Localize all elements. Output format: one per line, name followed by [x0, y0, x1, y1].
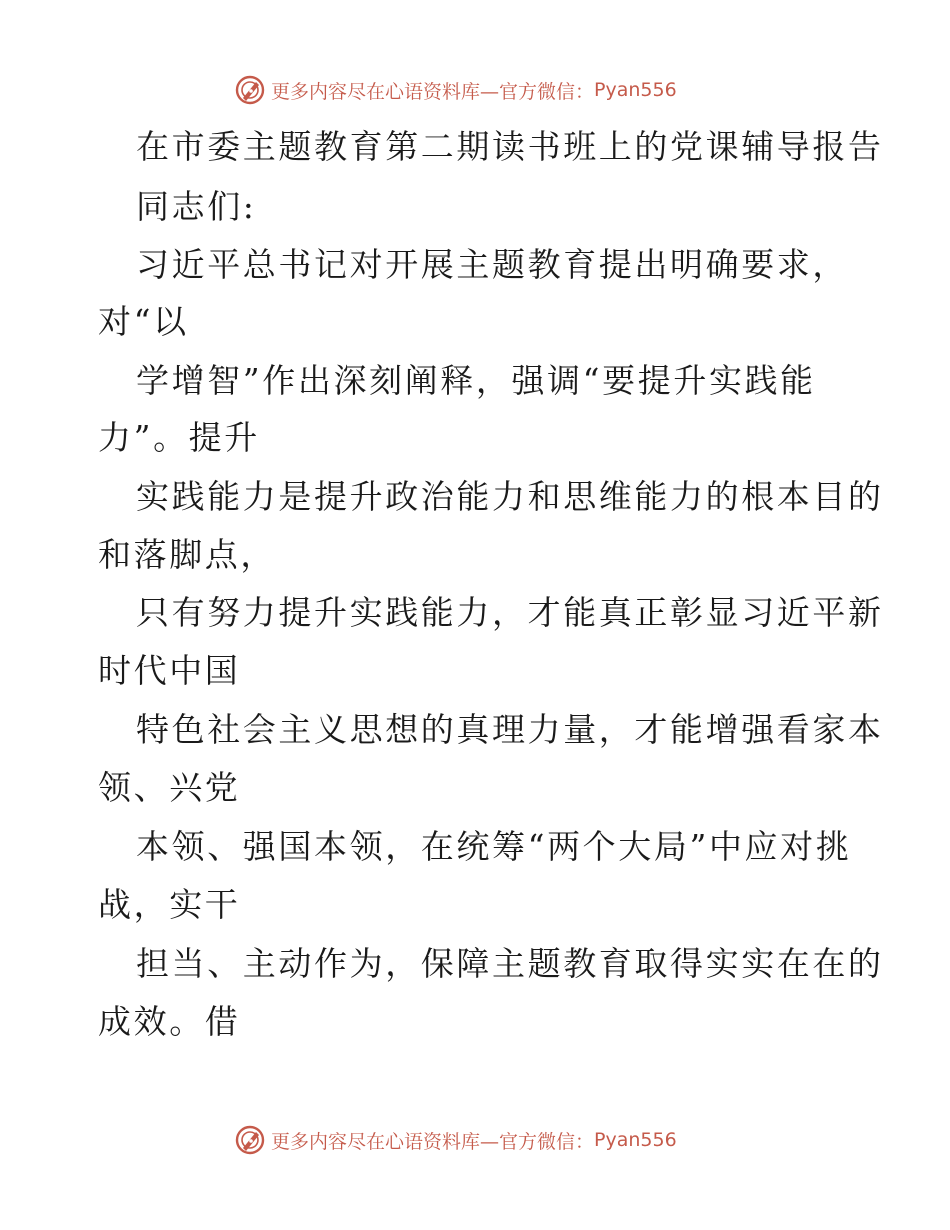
watermark-text: 更多内容尽在心语资料库—官方微信：: [271, 80, 595, 103]
paragraph-line: 本领、强国本领，在统筹“两个大局”中应对挑: [136, 827, 852, 866]
pen-logo-icon: [235, 1125, 265, 1155]
paragraph-line: 习近平总书记对开展主题教育提出明确要求，: [136, 245, 848, 284]
paragraph-line: 和落脚点，: [98, 535, 276, 574]
paragraph-line: 时代中国: [98, 651, 241, 690]
paragraph-line: 成效。借: [98, 1002, 241, 1041]
paragraph-line: 对“以: [98, 302, 189, 341]
paragraph-line: 战，实干: [98, 885, 241, 924]
paragraph-line: 特色社会主义思想的真理力量，才能增强看家本: [136, 710, 884, 749]
paragraph-line: 担当、主动作为，保障主题教育取得实实在在的: [136, 944, 884, 983]
salutation: 同志们:: [136, 187, 257, 226]
footer-watermark: [235, 1122, 677, 1158]
paragraph-line: 只有努力提升实践能力，才能真正彰显习近平新: [136, 593, 884, 632]
paragraph-line: 力”。提升: [98, 418, 260, 457]
paragraph-line: 领、兴党: [98, 768, 241, 807]
watermark-wechat-id: Pyan556: [594, 1129, 677, 1151]
watermark-text: 更多内容尽在心语资料库—官方微信：: [271, 1130, 595, 1153]
paragraph-line: 学增智”作出深刻阐释，强调“要提升实践能: [136, 361, 816, 400]
document-title: 在市委主题教育第二期读书班上的党课辅导报告: [136, 127, 884, 166]
paragraph-line: 实践能力是提升政治能力和思维能力的根本目的: [136, 477, 884, 516]
watermark-wechat-id: Pyan556: [594, 79, 677, 101]
